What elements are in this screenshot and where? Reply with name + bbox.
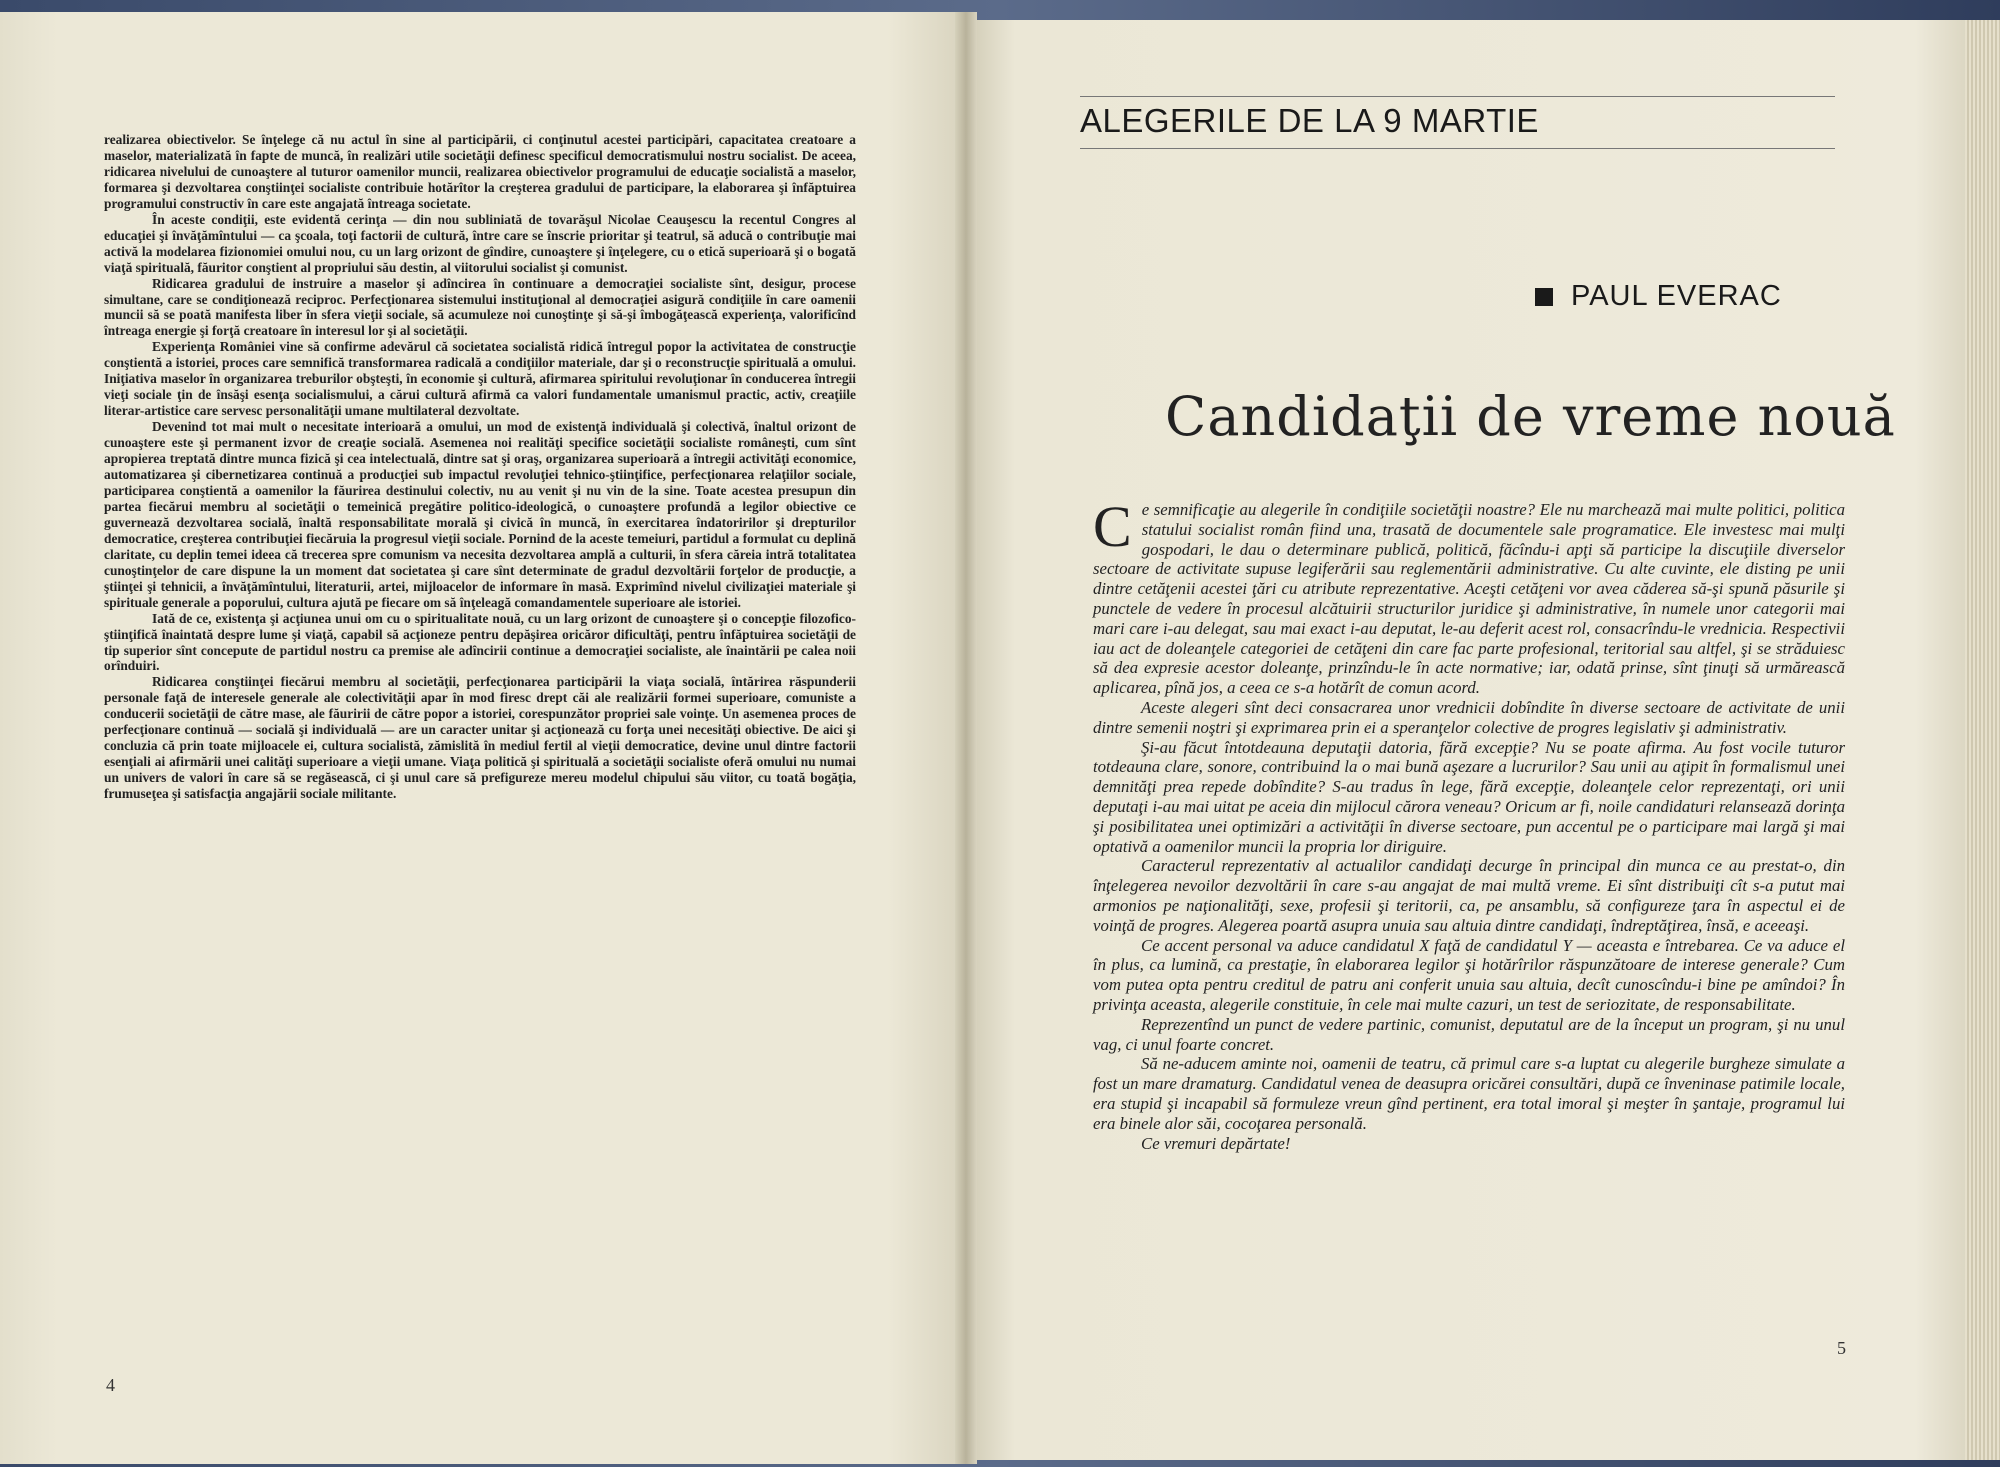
paragraph: Ce vremuri depărtate! xyxy=(1141,1133,1291,1153)
paragraph: Ridicarea conştiinţei fiecărui membru al societăţii, perfecţionarea participării la viaţa socială, întărirea răspunderii personale faţă de interesele generale ale colectivităţii apar în mod firesc drept căi ale realizării formei superioare, comuniste a conducerii societăţii de către mase, ale făuririi de către popor a istoriei, corespunzător propriei sale voinţe. Un asemenea proces de perfecţionare continuă — socială şi individuală — are un caracter unitar şi acţionează cu forţa unei necesităţi obiective. De aici şi concluzia că prin toate mijloacele ei, cultura socialistă, zămislită în mediul fertil al vieţii democratice, devine unul dintre factorii esenţiali ai afirmării unei calităţi superioare a vieţii umane. Viaţa politică şi spirituală a societăţii socialiste oferă omului nu numai un univers de valori în care să se regăsească, ci şi unul care să prefigureze mereu modelul chipului său viitor, cu toată bogăţia, frumuseţea şi satisfacţia angajării sociale militante. xyxy=(104,674,856,802)
drop-cap: C xyxy=(1093,494,1132,559)
paragraph: Caracterul reprezentativ al actualilor candidaţi decurge în principal din munca ce au prestat-o, din înţelegerea nevoilor dezvoltării în care s-au angajat de mai multă vreme. Ei sînt distribuiţi cît s-a putut mai armonios pe naţionalităţi, sexe, profesii şi teritorii, ca, pe ansamblu, să configureze ţara în aspectul ei de voinţă de progres. Alegerea poartă asupra unuia sau altuia dintre candidaţi, îndreptăţirea, însă, e aceeaşi. xyxy=(1093,856,1845,935)
paragraph: Iată de ce, existenţa şi acţiunea unui om cu o spiritualitate nouă, cu un larg orizont de cunoaştere şi o concepţie filozofico-ştiinţifică înaintată despre lume şi viaţă, capabil să acţioneze pentru depăşirea oricăror dificultăţi, pentru înfăptuirea societăţii de tip superior sînt concepute de partidul nostru ca premise ale adîncirii continue a democraţiei socialiste, ale înaintării pe calea noii orînduiri. xyxy=(104,610,856,674)
square-bullet-icon xyxy=(1535,288,1553,306)
paragraph: Experienţa României vine să confirme adevărul că societatea socialistă ridică întregul popor la activitatea de construcţie conştientă a istoriei, proces care semnifică transformarea radicală a condiţiilor materiale, dar şi o reconstrucţie spirituală a omului. Iniţiativa maselor în organizarea treburilor obşteşti, în economie şi cultură, afirmarea spiritului revoluţionar în conducerea întregii vieţi sociale ţin de însăşi esenţa socialismului, a cărui cultură afirmă ca valori fundamentale umanismul practic, activ, creaţiile literar-artistice care servesc personalităţii umane multilateral dezvoltate. xyxy=(104,339,856,419)
paragraph: Ridicarea gradului de instruire a maselor şi adîncirea în continuare a democraţiei socialiste sînt, desigur, procese simultane, care se condiţionează reciproc. Perfecţionarea sistemului instituţional al democraţiei asigură condiţiile în care oamenii muncii să se poată manifesta liber în sfera vieţii sociale, să acumuleze noi cunoştinţe şi să-şi îmbogăţească experienţa, valorificînd întreaga energie şi forţă creatoare în interesul lor şi al societăţii. xyxy=(104,275,856,339)
page-number: 4 xyxy=(106,1375,115,1395)
author-line xyxy=(1535,280,1782,313)
paragraph: Să ne-aducem aminte noi, oamenii de teatru, că primul care s-a luptat cu alegerile burgheze simulate a fost un mare dramaturg. Candidatul venea de deasupra oricărei consultări, după ce înveninase patimile locale, era stupid şi incapabil să formuleze vreun gînd pertinent, era total imoral şi meşter în şantaje, programul lui era binele alor săi, cocoţarea personală. xyxy=(1093,1054,1845,1133)
paragraph: În aceste condiţii, este evidentă cerinţa — din nou subliniată de tovarăşul Nicolae Ceauşescu la recentul Congres al educaţiei şi învăţămîntului — ca şcoala, toţi factorii de cultură, între care se înscrie prioritar şi teatrul, să aducă o contribuţie mai activă la modelarea fizionomiei omului nou, cu un larg orizont de gîndire, cunoaştere şi înţelegere, cu o etică superioară şi o bogată viaţă spirituală, făuritor conştient al propriului său destin, al viitorului socialist şi comunist. xyxy=(104,211,856,275)
paragraph: Ce accent personal va aduce candidatul X faţă de candidatul Y — aceasta e întrebarea. Ce va aduce el în plus, ca lumină, ca prestaţie, în elaborarea legilor şi hotărîrilor răspunzătoare de interese generale? Cum vom putea opta pentru creditul de patru ani conferit unuia sau altuia, decît cunoscîndu-i bine pe amîndoi? În privinţa aceasta, alegerile constituie, în cele mai multe cazuri, un test de seriozitate, de responsabilitate. xyxy=(1093,935,1845,1014)
paragraph: Devenind tot mai mult o necesitate interioară a omului, un mod de existenţă individuală şi colectivă, înaltul orizont de cunoaştere este şi permanent izvor de creaţie socială. Asemenea noi realităţi specifice societăţii socialiste româneşti, cum sînt apropierea treptată dintre munca fizică şi cea intelectuală, dintre sat şi oraş, organizarea superioară a întregii activităţi economice, automatizarea şi cibernetizarea continuă a producţiei sub impactul revoluţiei tehnico-ştiinţifice, perfecţionarea relaţiilor sociale, participarea conştientă a oamenilor la făurirea destinului colectiv, nu au venit şi nu vin de la sine. Toate acestea presupun din partea fiecărui membru al societăţii o temeinică pregătire politico-ideologică, o cunoaştere profundă a legilor obiective ce guvernează dezvoltarea socială, înaltă responsabilitate morală şi civică în muncă, în exercitarea îndatoririlor şi drepturilor democratice, creşterea contribuţiei fiecăruia la progresul vieţii sociale. Pornind de la aceste temeiuri, partidul a formulat cu deplină claritate, cu deplin temei ideea că trecerea spre comunism va necesita dezvoltarea amplă a culturii, în sfera căreia intră totalitatea cunoştinţelor de care dispune la un moment dat societatea şi care sînt determinate de gradul dezvoltării forţelor de producţie, a ştiinţei şi tehnicii, a învăţămîntului, literaturii, artei, mijloacelor de informare în masă. Exprimînd nivelul civilizaţiei materiale şi spirituale generale a poporului, cultura ajută pe fiecare om să înţeleagă comandamentele superioare ale istoriei. xyxy=(104,419,856,610)
author-name: PAUL EVERAC xyxy=(1571,280,1782,312)
section-title: ALEGERILE DE LA 9 MARTIE xyxy=(1080,102,1539,139)
paragraph xyxy=(1093,494,1845,698)
article-title: Candidaţii de vreme nouă xyxy=(1165,385,1896,448)
paragraph-text: e semnificaţie au alegerile în condiţiile societăţii noastre? Ele nu marchează mai multe politici, politica statului socialist român fiind una, trasată de documentele sale programatice. Ele investesc mai mulţi gospodari, le dau o determinare publică, politică, făcîndu-i apţi să participe la discuţiile diverselor sectoare de activitate supuse legiferării sau reglementării administrative. Cu alte cuvinte, ele disting pe unii dintre cetăţenii acestei ţări cu atribute reprezentative. Aceşti cetăţeni vor avea căderea să-şi spună păsurile şi punctele de vedere în procesul alcătuirii structurilor juridice şi administrative, în numele unor categorii mai mari care i-au delegat, sau mai exact i-au deputat, le-au deferit acest rol, consacrîndu-le vrednicia. Respectivii iau act de doleanţele categoriei de cetăţeni din care fac parte profesional, teritorial sau altfel, şi se străduiesc să dea expresie acestor doleanţe, prinzîndu-le în acte normative; iar, odată prinse, sînt ţinuţi să urmărească aplicarea, pînă jos, a ceea ce s-a hotărît de comun acord. xyxy=(1093,500,1845,698)
paragraph: realizarea obiectivelor. Se înţelege că nu actul în sine al participării, ci conţinutul acestei participări, capacitatea creatoare a maselor, materializată în fapte de muncă, în realizări utile societăţii definesc specificul democratismului nostru socialist. De aceea, ridicarea nivelului de cunoaştere al tuturor oamenilor muncii, realizarea obiectivelor programului de educaţie socialistă a maselor, formarea şi dezvoltarea conştiinţei socialiste contribuie hotărîtor la creşterea gradului de participare, la elaborarea şi înfăptuirea programului constructiv în care este angajată întreaga societate. xyxy=(104,132,856,211)
paragraph: Aceste alegeri sînt deci consacrarea unor vrednicii dobîndite în diverse sectoare de activitate de unii dintre semenii noştri şi exprimarea prin ei a speranţelor colective de progres legislativ şi administrativ. xyxy=(1093,697,1845,737)
paragraph: Şi-au făcut întotdeauna deputaţii datoria, fără excepţie? Nu se poate afirma. Au fost vocile tuturor totdeauna clare, sonore, contribuind la o mai bună aşezare a lucrurilor? Sau unii au aţipit în formalismul unei demnităţi prea repede dobîndite? S-au tradus în lege, fără excepţie, doleanţele celor reprezentaţi, ori unii deputaţi i-au mai uitat pe aceia din mijlocul cărora veneau? Oricum ar fi, noile candidaturi relansează dorinţa şi posibilitatea unei optimizări a activităţii în diverse sectoare, pun accentul pe o participare mai largă şi mai optativă a oamenilor muncii la propria lor diriguire. xyxy=(1093,737,1845,856)
left-page xyxy=(0,12,965,1464)
left-page-body xyxy=(104,132,856,802)
section-rule-top xyxy=(1080,96,1835,97)
section-rule-bottom xyxy=(1080,148,1835,149)
page-number: 5 xyxy=(1837,1338,1846,1358)
paragraph: Reprezentînd un punct de vedere partinic, comunist, deputatul are de la început un program, şi nu unul vag, ci unul foarte concret. xyxy=(1093,1014,1845,1054)
page-edges xyxy=(1965,20,2000,1460)
book-gutter xyxy=(955,12,977,1464)
article-body xyxy=(1093,494,1845,1153)
